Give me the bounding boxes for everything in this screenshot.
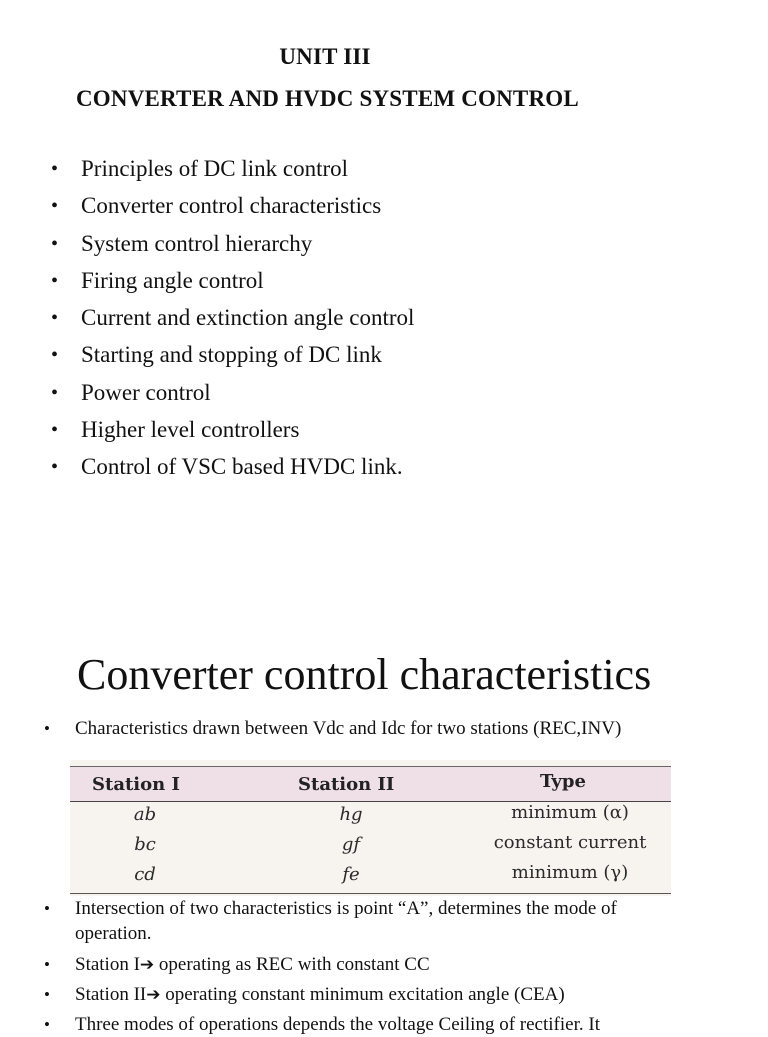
column-header: Station I [92, 774, 180, 795]
topic-label: Current and extinction angle control [81, 305, 415, 331]
list-item [0, 303, 414, 340]
station2-line [75, 982, 695, 1008]
list-item [0, 266, 414, 303]
arrow-right-icon: ➔ [139, 955, 155, 975]
table-cell: gf [341, 834, 361, 855]
bullet-icon: • [51, 456, 59, 479]
bullet-icon: • [51, 232, 59, 255]
bullet-icon: • [51, 344, 59, 367]
bullet-icon: • [51, 419, 59, 442]
unit-title: UNIT III [279, 44, 371, 69]
topic-list [0, 154, 414, 490]
characteristics-table [70, 760, 671, 896]
topic-label: Principles of DC link control [81, 156, 349, 181]
topic-label: Converter control characteristics [81, 193, 382, 219]
bullet-icon: • [44, 1015, 50, 1034]
table-header-row [70, 766, 671, 802]
table-bottom-rule [70, 893, 671, 894]
bullet-icon: • [51, 307, 59, 330]
list-item [0, 340, 414, 377]
bullet-icon: • [44, 985, 50, 1004]
bullet-icon: • [51, 195, 59, 218]
topic-label: Firing angle control [81, 267, 264, 293]
station1-line [75, 952, 695, 978]
station2-text: operating constant minimum excitation angle (CEA) [160, 984, 565, 1005]
station1-label: Station I [75, 954, 140, 975]
list-item [0, 452, 414, 489]
topic-label: Higher level controllers [81, 417, 300, 443]
bullet-icon: • [51, 158, 59, 180]
modes-text: Three modes of operations depends the voltage Ceiling of rectifier. It [75, 1014, 600, 1035]
bullet-icon: • [44, 899, 50, 918]
bullet-icon: • [44, 719, 50, 738]
topic-label: System control hierarchy [81, 230, 313, 256]
column-header: Station II [298, 774, 395, 795]
station1-text: operating as REC with constant CC [154, 954, 430, 975]
unit-subtitle: CONVERTER AND HVDC SYSTEM CONTROL [76, 86, 579, 111]
table-cell: constant current [493, 832, 647, 853]
bullet-icon: • [44, 955, 50, 974]
list-item [0, 154, 414, 191]
topic-label: Power control [81, 379, 211, 405]
intersection-text: Intersection of two characteristics is point “A”, determines the mode of operation. [75, 898, 617, 944]
list-item [0, 415, 414, 452]
bullet-icon: • [51, 269, 59, 292]
arrow-right-icon: ➔ [146, 985, 161, 1005]
list-item [0, 229, 414, 266]
table-cell: minimum (α) [511, 802, 629, 823]
topic-label: Control of VSC based HVDC link. [81, 454, 403, 480]
table-cell: ab [133, 804, 157, 825]
list-item [0, 378, 414, 415]
list-item [0, 191, 414, 228]
table-cell: bc [134, 834, 156, 855]
column-header: Type [540, 771, 586, 792]
section-heading: Converter control characteristics [77, 650, 652, 700]
table-cell: minimum (γ) [511, 862, 629, 883]
table-cell: hg [339, 804, 363, 825]
bullet-icon: • [51, 381, 59, 404]
intro-text: Characteristics drawn between Vdc and Idc for two stations (REC,INV) [75, 718, 622, 739]
station2-label: Station II [75, 984, 147, 1005]
table-cell: fe [342, 864, 360, 885]
topic-label: Starting and stopping of DC link [81, 342, 382, 368]
table-cell: cd [134, 864, 156, 885]
